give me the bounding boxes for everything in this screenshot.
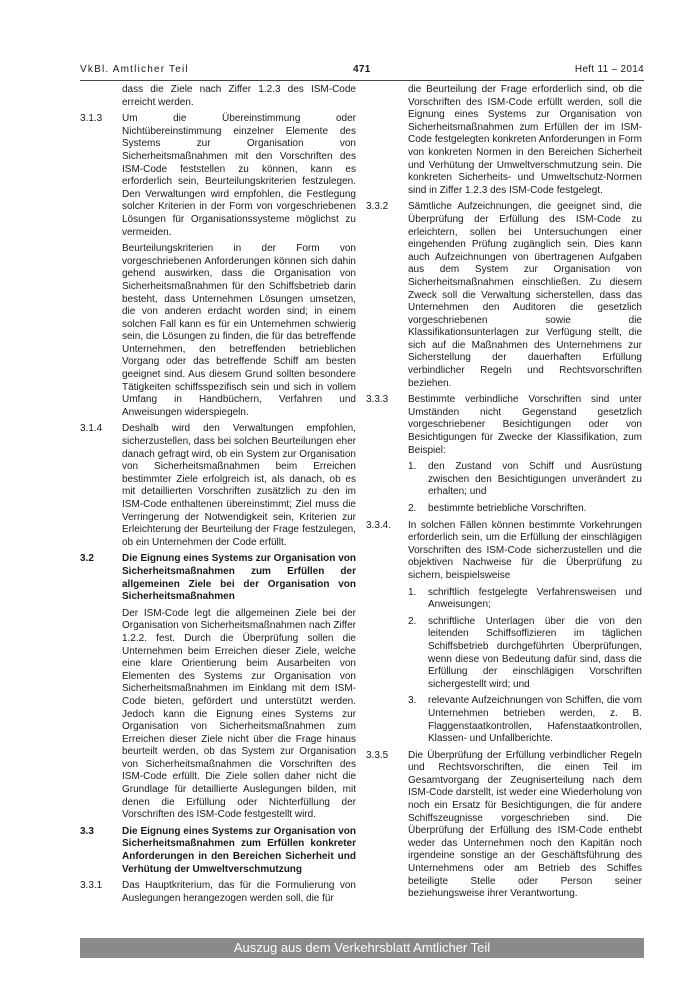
section-number: 3.3.2	[366, 201, 389, 213]
section-number: 3.3.1	[80, 880, 103, 892]
paragraph: Die Überprüfung der Erfüllung verbindlicher Regeln und Rechtsvorschriften, die einen Teil im Gesamtvorgang der Zeugniserteilung nach dem ISM-Code darstellt, ist weder eine Wiederholung von noch ein Ersatz für Besichtigungen, die für andere Schiffszeugnisse vorgeschrieben sind. Die Überprüfung der Erfüllung des ISM-Code enthebt weder das Unternehmen noch den Kapitän noch irgendeine sonstige an der Geschäftsführung des Unternehmens oder am Betrieb des Schiffes beteiligte Stelle oder Person seiner beziehungsweise ihrer Verantwortung.	[408, 749, 642, 900]
list-text: schriftlich festgelegte Verfahrensweisen und Anweisungen;	[428, 586, 642, 611]
paragraph: Bestimmte verbindliche Vorschriften sind unter Umständen nicht Gegenstand gesetzlich vorgeschriebener Besichtigungen oder von Besichtigungen für Zwecke der Klassifikation, zum Beispiel:	[408, 394, 642, 456]
journal-title: VkBl. Amtlicher Teil	[80, 64, 189, 75]
section-heading: Die Eignung eines Systems zur Organisation von Sicherheitsmaßnahmen zum Erfüllen der allgemeinen Ziele bei der Organisation von Sicherheitsmaßnahmen	[122, 553, 356, 603]
right-column	[366, 84, 642, 905]
paragraph: Deshalb wird den Verwaltungen empfohlen, sicherzustellen, dass bei solchen Beurteilungen eher danach gefragt wird, ob ein System zur Organisation von Sicherheitsmaßnahmen beim Erreichen bestimmter Ziele erfolgreich ist, als danach, ob es mit detaillierten Vorschriften zusätzlich zu den im ISM-Code enthaltenen übereinstimmt; Ziel muss die Verringerung der Notwendigkeit sein, Kriterien zur Erleichterung der Beurteilung der Frage festzulegen, ob ein Unternehmen der Code erfüllt.	[122, 423, 356, 548]
paragraph: Der ISM-Code legt die allgemeinen Ziele bei der Organisation von Sicherheitsmaßnahmen nach Ziffer 1.2.2. fest. Durch die Überprüfung sollen die Unternehmen beim Erreichen dieser Ziele, welche eine klare Orientierung beim Ausarbeiten von Elementen des Systems zur Organisation von Sicherheitsmaßnahmen im Einklang mit dem ISM-Code bieten, gefördert und unterstützt werden. Jedoch kann die Eignung eines Systems zur Organisation von Sicherheitsmaßnahmen zum Erreichen dieser Ziele nicht über die Frage hinaus beurteilt werden, ob das System zur Organisation von Sicherheitsmaßnahmen die Vorschriften des ISM-Code erfüllt. Die Ziele sollen daher nicht die Grundlage für detaillierte Auslegungen bilden, mit denen die Erfüllung oder Nichterfüllung der Vorschriften des ISM-Code festgestellt wird.	[122, 607, 356, 821]
left-column	[80, 84, 356, 909]
list-item	[408, 587, 642, 612]
section-3-3-2	[366, 201, 642, 390]
continuation-text: dass die Ziele nach Ziffer 1.2.3 des ISM-Code erreicht werden.	[122, 84, 356, 108]
section-3-3-1	[80, 880, 356, 905]
list-item	[408, 616, 642, 692]
list-text: den Zustand von Schiff und Ausrüstung zwischen den Besichtigungen unverändert zu erhalten; und	[428, 461, 642, 498]
page-header	[80, 64, 644, 78]
section-3-3-heading	[80, 826, 356, 876]
list-number: 2.	[408, 503, 417, 514]
section-number: 3.1.4	[80, 423, 103, 435]
continuation-text: die Beurteilung der Frage erforderlich sind, ob die Vorschriften des ISM-Code erfüllt werden, soll die Eignung eines Systems zur Organisation von Sicherheitsmaßnahmen zum Erfüllen der im ISM-Code festgelegten konkreten Anforderungen in Form von konkreten Normen in den Bereichen Sicherheit und Verhütung der Umweltverschmutzung sein. Die konkreten Sicherheits- und Umweltschutz-Normen sind in Ziffer 1.2.3 des ISM-Code festgelegt.	[408, 84, 642, 196]
paragraph: Sämtliche Aufzeichnungen, die geeignet sind, die Überprüfung der Erfüllung des ISM-Code zu erleichtern, sollen bei Untersuchungen einer eingehenden Prüfung zugänglich sein. Dies kann auch Aufzeichnungen von übertragenen Aufgaben aus dem System zur Organisation von Sicherheitsmaßnahmen einschließen. Zu diesem Zweck soll die Verwaltung sicherstellen, dass das Unternehmen den Auditoren die gesetzlich vorgeschriebenen sowie die Klassifikationsunterlagen zur Verfügung stellt, die sich auf die Maßnahmen des Unternehmens zur Sicherstellung der dauerhaften Erfüllung verbindlicher Regeln und Rechtsvorschriften beziehen.	[408, 201, 642, 389]
list-number: 2.	[408, 615, 417, 627]
list-item	[408, 503, 642, 516]
header-rule	[80, 80, 644, 81]
paragraph: Um die Übereinstimmung oder Nichtübereinstimmung einzelner Elemente des Systems zur Organisation von Sicherheitsmaßnahmen mit den Vorschriften des ISM-Code feststellen zu können, kann es erforderlich sein, Beurteilungskriterien festzulegen. Den Verwaltungen wird empfohlen, die Festlegung solcher Kriterien in der Form von vorgeschriebenen Lösungen für Organisationssysteme möglichst zu vermeiden.	[122, 113, 356, 238]
section-number: 3.3.3	[366, 394, 389, 406]
list-item	[408, 695, 642, 745]
issue-label: Heft 11 – 2014	[574, 64, 644, 75]
list-text: bestimmte betriebliche Vorschriften.	[428, 503, 587, 514]
list-text: schriftliche Unterlagen über die von den leitenden Schiffsoffizieren im täglichen Schiffsbetrieb durchgeführten Überprüfungen, wenn diese von Bedeutung dafür sind, dass die Erfüllung der einschlägigen Vorschriften sichergestellt wird; und	[428, 615, 642, 690]
section-3-1-4	[80, 423, 356, 549]
page-number: 471	[353, 64, 371, 75]
section-3-3-5	[366, 750, 642, 901]
section-3-2-heading	[80, 553, 356, 603]
paragraph: Beurteilungskriterien in der Form von vorgeschriebenen Anforderungen können sich dahin gehend auswirken, dass die Organisation von Sicherheitsmaßnahmen für den Schiffsbetrieb darin besteht, dass Unternehmen Lösungen umsetzen, die von anderen erdacht worden sind; in einem solchen Fall kann es für ein Unternehmen schwierig sein, die Lösungen zu finden, die für das betreffende Unternehmen, den betreffenden betrieblichen Vorgang oder das betreffende Schiff am besten geeignet sind. Aus diesem Grund sollten besondere Tätigkeiten schiffsspezifisch sein und sich in vollem Umfang in Handbüchern, Verfahren und Anweisungen widerspiegeln.	[122, 243, 356, 418]
list-number: 1.	[408, 461, 417, 473]
section-number: 3.1.3	[80, 113, 103, 125]
section-number: 3.3.5	[366, 749, 389, 761]
section-heading: Die Eignung eines Systems zur Organisation von Sicherheitsmaßnahmen zum Erfüllen konkreter Anforderungen in den Bereichen Sicherheit und Verhütung der Umweltverschmutzung	[122, 825, 356, 875]
list-item	[408, 461, 642, 499]
section-number: 3.3.4.	[366, 519, 392, 531]
section-3-3-4	[366, 520, 642, 583]
section-3-1-3	[80, 113, 356, 239]
paragraph: In solchen Fällen können bestimmte Vorkehrungen erforderlich sein, um die Erfüllung der einschlägigen Vorschriften des ISM-Code sicherzustellen und die objektiven Nachweise für die Überprüfung zu sichern, beispielsweise	[408, 519, 642, 581]
section-3-3-3	[366, 394, 642, 457]
section-number: 3.3	[80, 825, 94, 837]
list-number: 3.	[408, 695, 417, 707]
section-number: 3.2	[80, 553, 94, 565]
footer-banner: Auszug aus dem Verkehrsblatt Amtlicher Teil	[80, 938, 644, 958]
list-text: relevante Aufzeichnungen von Schiffen, die vom Unternehmen betrieben werden, z. B. Flaggenstaatkontrollen, Hafenstaatkontrollen, Klassen- und Unfallberichte.	[428, 695, 642, 745]
paragraph: Das Hauptkriterium, das für die Formulierung von Auslegungen herangezogen werden soll, die für	[122, 880, 356, 904]
list-number: 1.	[408, 586, 417, 598]
